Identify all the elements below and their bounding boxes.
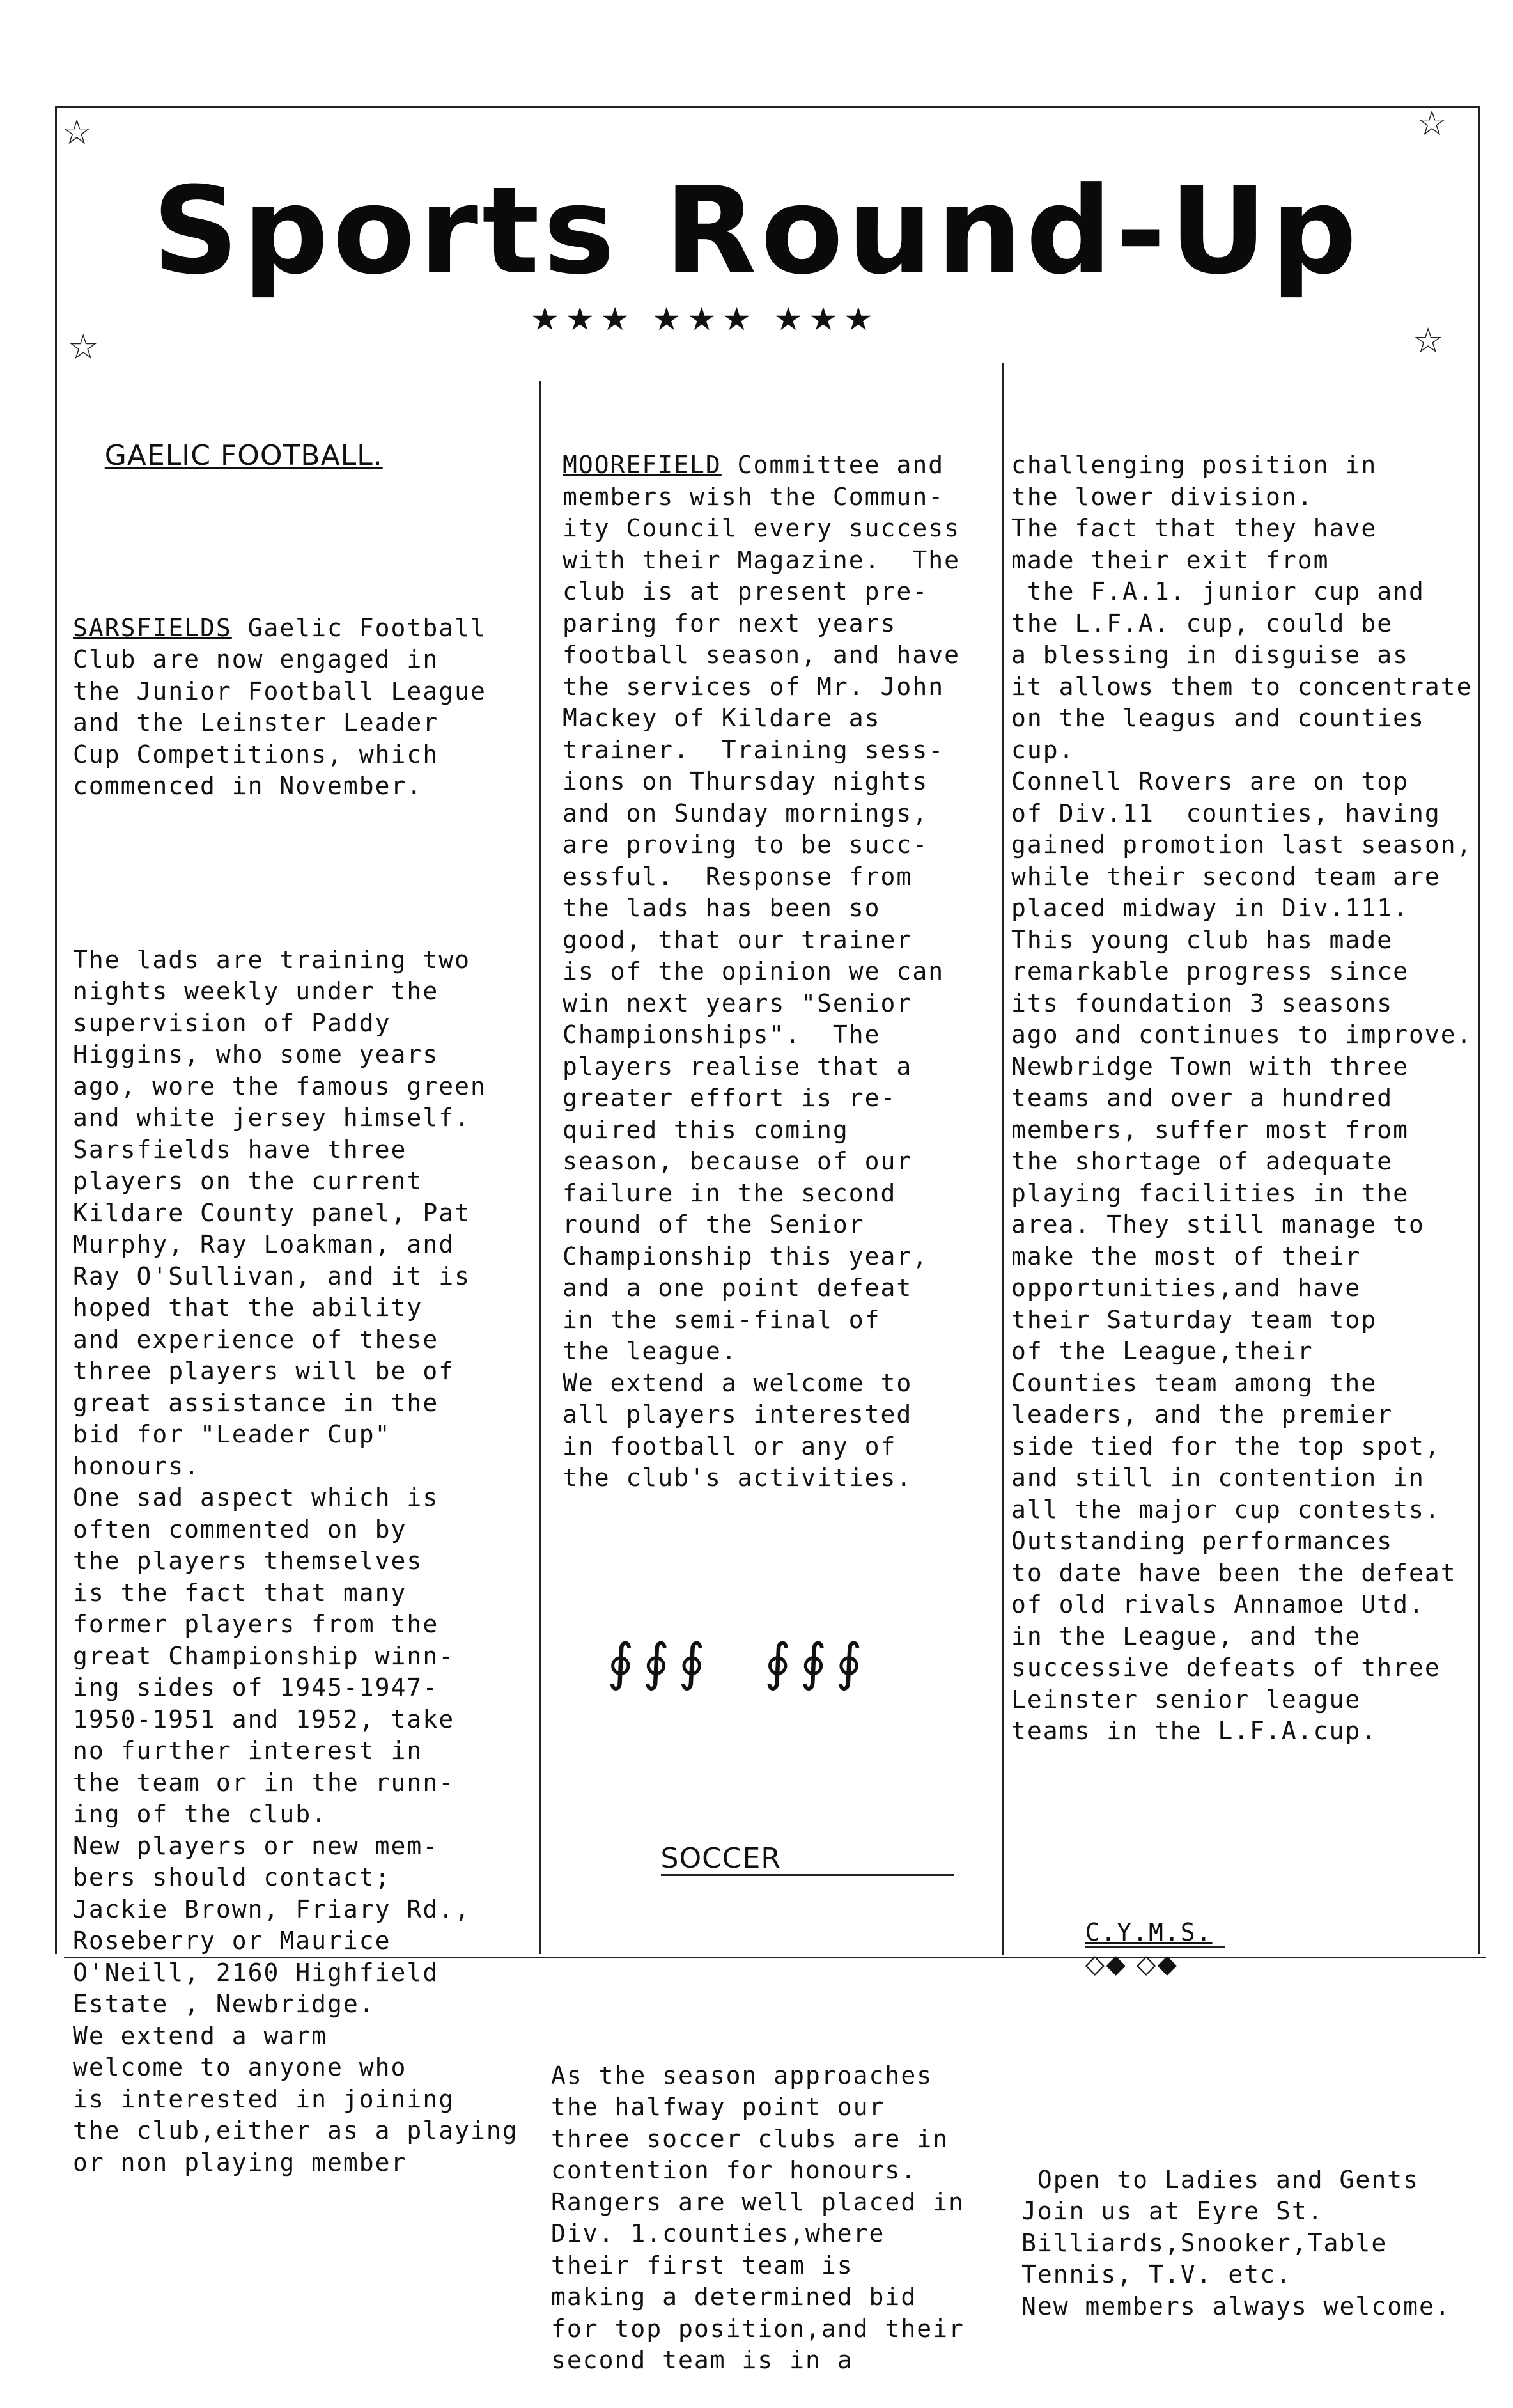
sarsfields-body: The lads are training two nights weekly under the supervision of Paddy Higgins, who some years ago, wore the famous green and white jersey himself. Sarsfields have three players on the current Kildare County panel, Pat Murphy, Ray Loakman, and Ray O'Sullivan, and it is hoped that the ability and experience of these three players will be of great assistance in the bid for "Leader Cup" honours. One sad aspect which is often commented on by the players themselves is the fact that many former players from the great Championship winn- ing sides of 1945-1947- 1950-1951 and 1952, take no further interest in the team or in the runn- ing of the club. New players or new mem- bers should contact; Jackie Brown, Friary Rd., Roseberry or Maurice O'Neill, 2160 Highfield Estate , Newbridge. We extend a warm welcome to anyone who is interested in joining the club,either as a playing or non playing member [73,945,518,2177]
moorefield-text: Committee and members wish the Commun- ity Council every success with their Magazine. The club is at present pre- paring for next years football season, and have the services of Mr. John Mackey of Kildare as trainer. Training sess- ions on Thursday nights and on Sunday mornings, are proving to be succ- essful. Response from the lads has been so good, that our trainer is of the opinion we can win next years "Senior Championships". The players realise that a greater effort is re- quired this coming season, because of our failure in the second round of the Senior Championship this year, and a one point defeat in the semi-final of the league. We extend a welcome to all players interested in football or any of the club's activities. [563,451,960,1492]
column-divider [1002,363,1004,1955]
moorefield-paragraph [563,450,965,1494]
sarsfields-paragraph [73,613,518,802]
corner-star-icon: ☆ [61,112,93,152]
ornament-divider: ∮∮∮ ∮∮∮ [607,1632,871,1692]
column-moorefield-soccer [551,386,965,2408]
section-heading-cyms: C.Y.M.S. [1085,1918,1225,1948]
diamond-ornament: ◇◆ ◇◆ [1085,1949,1179,1979]
cyms-paragraph: Open to Ladies and Gents Join us at Eyre St. Billiards,Snooker,Table Tennis, T.V. etc. New members always welcome. [1021,2165,1451,2320]
corner-star-icon: ☆ [1416,103,1448,143]
moorefield-lead: MOOREFIELD [563,451,722,479]
corner-star-icon: ☆ [68,327,99,367]
section-heading-soccer: SOCCER [661,1843,954,1877]
soccer-paragraph: As the season approaches the halfway point our three soccer clubs are in contention for honours. Rangers are well placed in Div. 1.counties,where their first team is making a determined bid for top position,and their second team is in a [551,2061,965,2374]
title-stars: ★★★ ★★★ ★★★ [531,301,880,338]
column-divider [539,381,541,1954]
sarsfields-lead: SARSFIELDS [73,613,232,642]
column-gaelic-football [73,408,518,2210]
section-heading-gaelic-football: GAELIC FOOTBALL. [104,439,383,472]
page-title: Sports Round-Up [152,161,1361,301]
soccer-continued-paragraph: challenging position in the lower division. The fact that they have made their exit from the F.A.1. junior cup and the L.F.A. cup, could be a blessing in disguise as it allows them to concentrate on the leagus and counties cup. Connell Rovers are on top of Div.11 counties, having gained promotion last season, while their second team are placed midway in Div.111. This young club has made remarkable progress since its foundation 3 seasons ago and continues to improve. Newbridge Town with three teams and over a hundred members, suffer most from the shortage of adequate playing facilities in the area. They still manage to make the most of their opportunities,and have their Saturday team top of the League,their Counties team among the leaders, and the premier side tied for the top spot, and still in contention in all the major cup contests. Outstanding performances to date have been the defeat of old rivals Annamoe Utd. in the League, and the successive defeats of three Leinster senior league teams in the L.F.A.cup. [1011,451,1473,1745]
sarsfields-text: Gaelic Football Club are now engaged in the Junior Football League and the Leinster Leader Cup Competitions, which commenced in November. [73,613,486,800]
corner-star-icon: ☆ [1413,320,1444,361]
column-soccer-cyms [1011,386,1472,2354]
